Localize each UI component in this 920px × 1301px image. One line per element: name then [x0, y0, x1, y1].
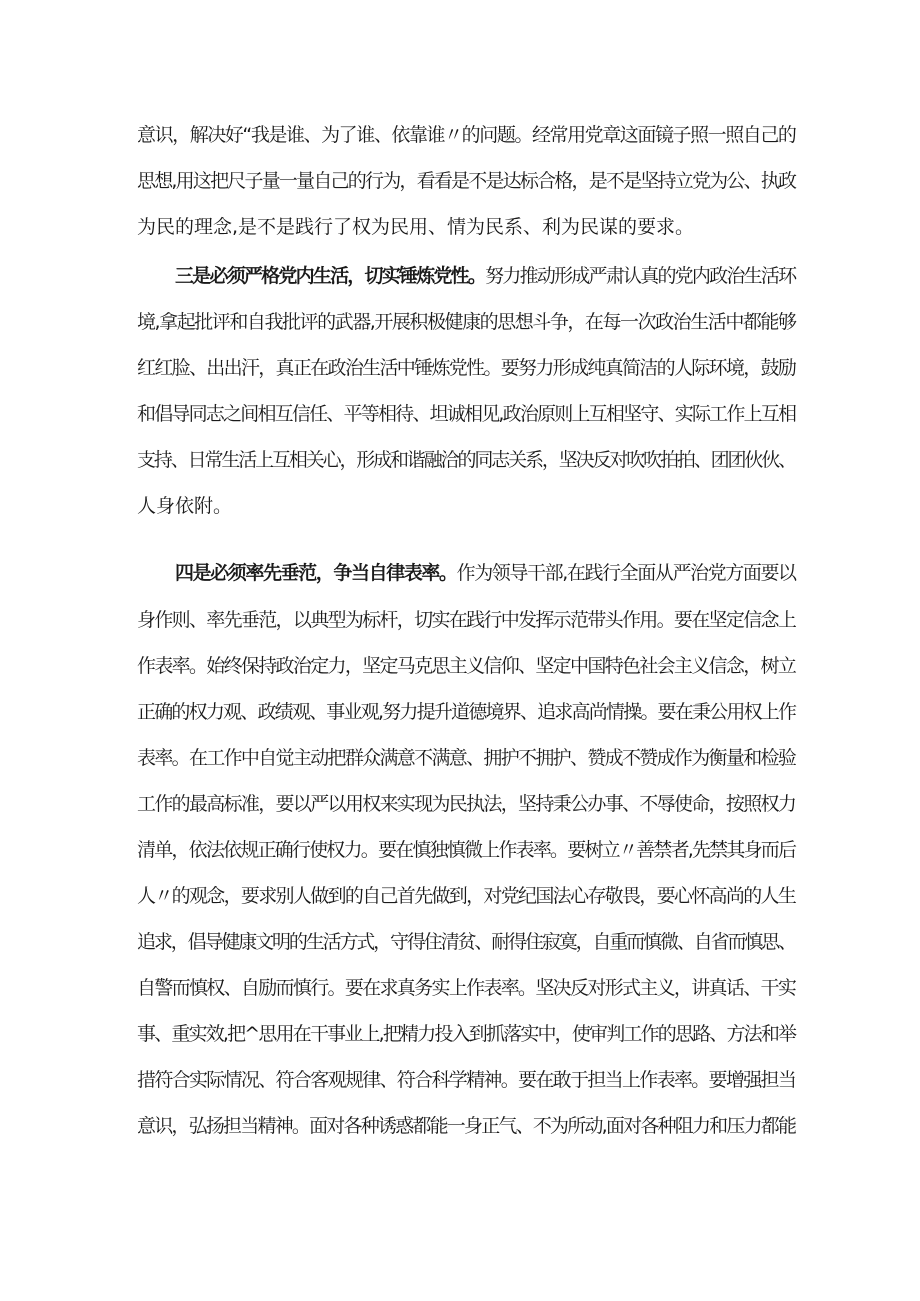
paragraph-first-line	[175, 256, 797, 296]
text-run: 努力推动形成严肃认真的党内政治生活环	[485, 265, 796, 287]
text-line: 身作则、率先垂范，以典型为标杆，切实在践行中发挥示范带头作用。要在坚定信念上	[137, 609, 796, 631]
text-line: 作表率。始终保持政治定力，坚定马克思主义信仰、坚定中国特色社会主义信念，树立	[137, 655, 796, 677]
text-line: 意识，弘扬担当精神。面对各种诱惑都能一身正气、不为所动,面对各种阻力和压力都能	[137, 1115, 796, 1137]
text-line: 为民的理念,是不是践行了权为民用、情为民系、利为民谋的要求。	[137, 216, 695, 238]
text-line: 和倡导同志之间相互信任、平等相待、坦诚相见,政治原则上互相坚守、实际工作上互相	[137, 403, 796, 425]
text-line: 正确的权力观、政绩观、事业观,努力提升道德境界、追求高尚情操。要在秉公用权上作	[137, 701, 796, 723]
text-line: 支持、日常生活上互相关心，形成和谐融洽的同志关系，坚决反对吹吹拍拍、团团伙伙、	[137, 449, 795, 471]
text-line: 事、重实效,把^思用在干事业上,把精力投入到抓落实中，使审判工作的思路、方法和举	[137, 1023, 796, 1045]
text-line: 清单，依法依规正确行使权力。要在慎独慎微上作表率。要树立〃善禁者,先禁其身而后	[137, 839, 796, 861]
paragraph-first-line	[175, 553, 797, 593]
paragraph-heading: 四是必须率先垂范，争当自律表率。	[175, 562, 457, 584]
text-run: 作为领导干部,在践行全面从严治党方面要以	[456, 562, 796, 584]
text-line: 表率。在工作中自觉主动把群众满意不满意、拥护不拥护、赞成不赞成作为衡量和检验	[137, 747, 796, 769]
text-line: 人〃的观念，要求别人做到的自己首先做到，对党纪国法心存敬畏，要心怀高尚的人生	[137, 885, 796, 907]
text-line: 追求，倡导健康文明的生活方式，守得住清贫、耐得住寂寞，自重而慎微、自省而慎思、	[137, 931, 795, 953]
text-line: 思想,用这把尺子量一量自己的行为，看看是不是达标合格，是不是坚持立党为公、执政	[137, 170, 796, 192]
text-line: 人身依附。	[137, 495, 233, 517]
text-line: 意识，解决好“我是谁、为了谁、依靠谁〃的问题。经常用党章这面镜子照一照自己的	[137, 124, 796, 146]
text-line: 境,拿起批评和自我批评的武器,开展积极健康的思想斗争，在每一次政治生活中都能够	[137, 311, 796, 333]
text-line: 措符合实际情况、符合客观规律、符合科学精神。要在敢于担当上作表率。要增强担当	[137, 1069, 796, 1091]
text-line: 自警而慎权、自励而慎行。要在求真务实上作表率。坚决反对形式主义，讲真话、干实	[137, 977, 796, 999]
paragraph-heading: 三是必须严格党内生活，切实锤炼党性。	[175, 265, 486, 287]
text-line: 工作的最高标准，要以严以用权来实现为民执法，坚持秉公办事、不辱使命，按照权力	[137, 793, 796, 815]
text-line: 红红脸、出出汗，真正在政治生活中锤炼党性。要努力形成纯真简洁的人际环境，鼓励	[137, 357, 796, 379]
